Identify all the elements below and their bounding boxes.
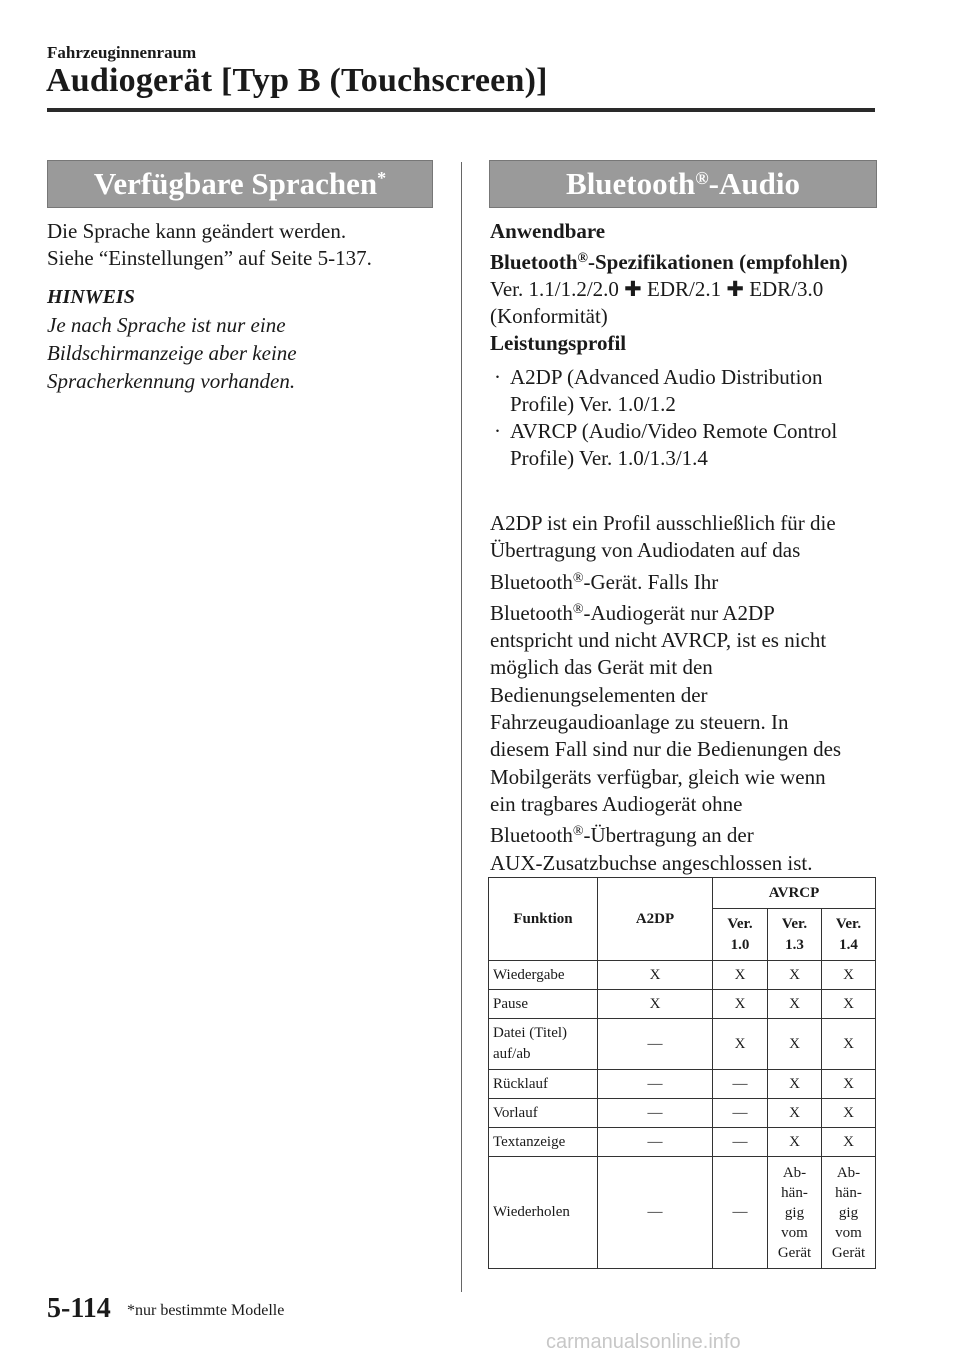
banner-title: Bluetooth <box>566 166 696 201</box>
page-number: 5-114 <box>47 1293 111 1324</box>
available-languages-banner <box>47 160 433 208</box>
banner-title: Verfügbare Sprachen <box>93 166 378 201</box>
note-label: HINWEIS <box>47 286 135 308</box>
compatibility-table <box>488 877 876 1269</box>
spec-conformity: (Konformität) <box>490 304 608 328</box>
spec-heading: Bluetooth®-Spezifikationen (empfohlen) <box>490 250 848 274</box>
page-title: Audiogerät [Typ B (Touchscreen)] <box>46 62 548 99</box>
note-block <box>47 284 297 395</box>
bullet-icon: · <box>494 365 501 389</box>
text-line: Die Sprache kann geändert werden. <box>47 219 347 243</box>
section-label: Fahrzeuginnenraum <box>47 43 197 62</box>
bluetooth-spec <box>490 218 848 357</box>
sub-header: Ver. 1.4 <box>822 909 876 961</box>
table-row: Datei (Titel) auf/ab — X X X <box>489 1019 876 1070</box>
note-line: Je nach Sprache ist nur eine <box>47 313 286 337</box>
note-line: Bildschirmanzeige aber keine <box>47 341 297 365</box>
text-line: Siehe “Einstellungen” auf Seite 5-137. <box>47 246 372 270</box>
note-body <box>47 311 297 395</box>
language-text <box>47 218 372 272</box>
spec-heading: Anwendbare <box>490 219 606 243</box>
list-item: · AVRCP (Audio/Video Remote Control Profile) Ver. 1.0/1.3/1.4 <box>494 419 838 470</box>
table-row: Textanzeige — — X X <box>489 1128 876 1157</box>
column-header: AVRCP <box>713 878 876 909</box>
list-item: · A2DP (Advanced Audio Distribution Profile) Ver. 1.0/1.2 <box>494 365 823 416</box>
sub-header: Ver. 1.3 <box>768 909 822 961</box>
footnote: *nur bestimmte Modelle <box>127 1302 285 1319</box>
table-row: Vorlauf — — X X <box>489 1099 876 1128</box>
table-row: Wiederholen — — Ab- hän- gig vom Gerät Ab- hän- gig vom Gerät <box>489 1157 876 1269</box>
profile-list <box>490 364 837 472</box>
column-header: Funktion <box>489 878 598 961</box>
footnote-mark: * <box>377 167 387 188</box>
spec-version: Ver. 1.1/1.2/2.0 ✚ EDR/2.1 ✚ EDR/3.0 <box>490 277 824 301</box>
note-line: Spracherkennung vorhanden. <box>47 369 296 393</box>
a2dp-explanation: A2DP ist ein Profil ausschließlich für die Übertragung von Audiodaten auf das Bluetooth®-Gerät. Falls Ihr Bluetooth®-Audiogerät nur A2DP entspricht und nicht AVRCP, ist es nicht möglich das Gerät mit den Bedienungselementen der Fahrzeugaudioanlage zu steuern. In diesem Fall sind nur die Bedienungen des Mobilgeräts verfügbar, gleich wie wenn ein tragbares Audiogerät ohne Bluetooth®-Übertragung an der AUX-Zusatzbuchse angeschlossen ist. <box>490 511 842 875</box>
bluetooth-audio-banner <box>489 160 877 208</box>
banner-title-suffix: -Audio <box>708 166 800 201</box>
registered-mark: ® <box>695 167 709 188</box>
watermark: carmanualsonline.info <box>546 1331 741 1353</box>
sub-header: Ver. 1.0 <box>713 909 768 961</box>
table-row: Wiedergabe X X X X <box>489 961 876 990</box>
table-row: Rücklauf — — X X <box>489 1070 876 1099</box>
table-row: Pause X X X X <box>489 990 876 1019</box>
column-divider <box>461 162 462 1292</box>
column-header: A2DP <box>598 878 713 961</box>
header-rule <box>47 108 875 112</box>
profile-heading: Leistungsprofil <box>490 331 627 355</box>
bullet-icon: · <box>494 419 501 443</box>
